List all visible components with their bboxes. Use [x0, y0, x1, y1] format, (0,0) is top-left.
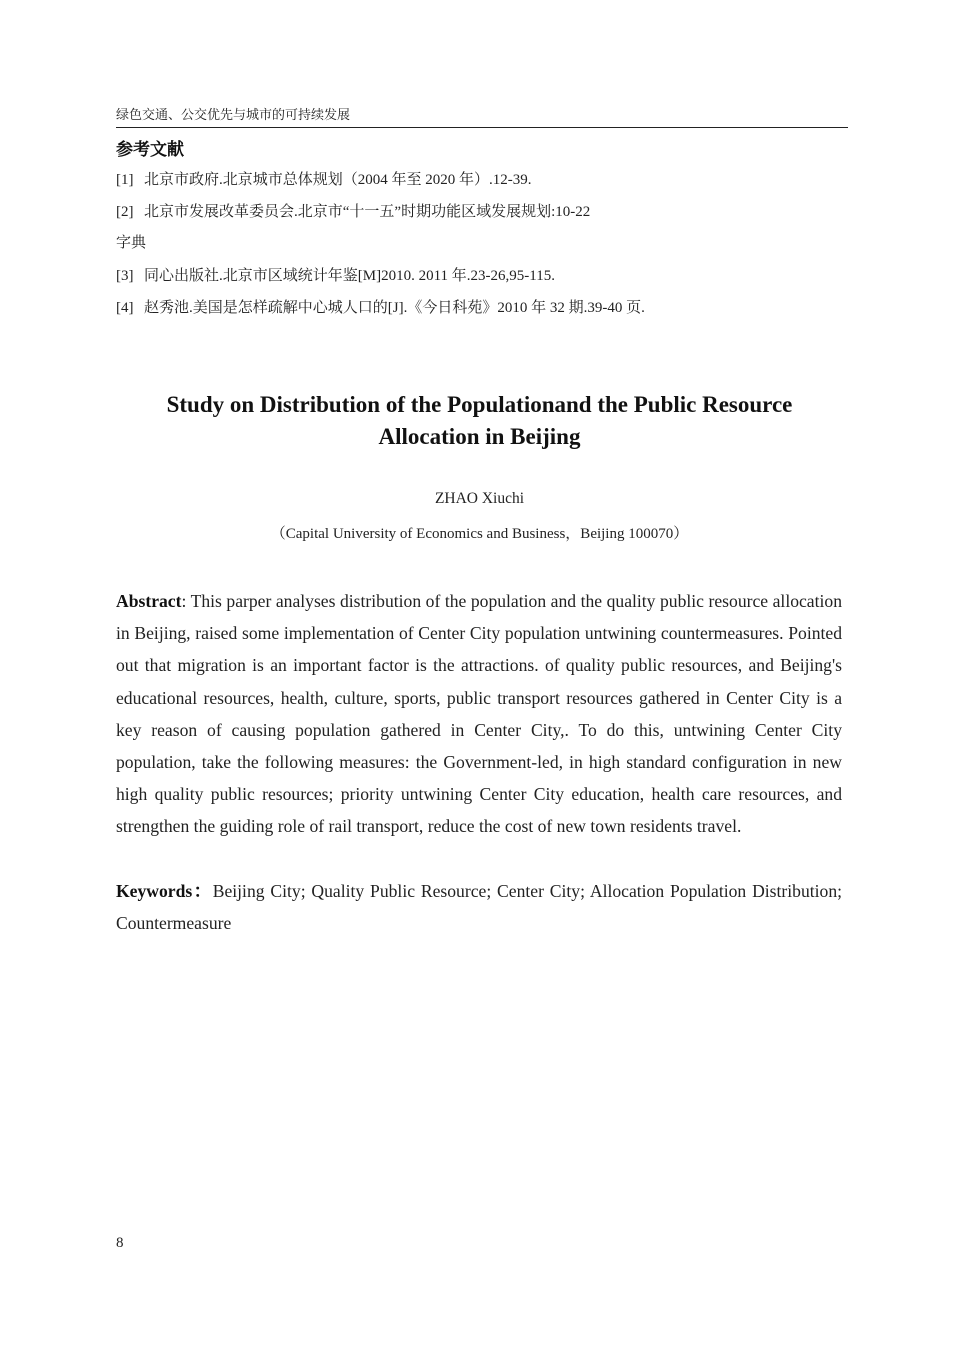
reference-number: [4]: [116, 300, 134, 316]
author-name: ZHAO Xiuchi: [434, 490, 525, 507]
reference-text: 同心出版社.北京市区域统计年鉴[M]2010. 2011 年.23-26,95-115.: [144, 268, 555, 284]
reference-text: 北京市发展改革委员会.北京市“十一五”时期功能区域发展规划:10-22: [144, 204, 591, 220]
paper-title: [80, 389, 879, 453]
page-number: 8: [116, 1235, 124, 1251]
reference-text: 赵秀池.美国是怎样疏解中心城人口的[J].《今日科苑》2010 年 32 期.39-40 页.: [144, 300, 645, 316]
abstract-label: Abstract: [116, 591, 182, 611]
author-affiliation: （Capital University of Economics and Business，Beijing 100070）: [270, 526, 689, 542]
paper-title-line-1: Study on Distribution of the Populationand the Public Resource: [166, 392, 793, 417]
abstract-text: : This parper analyses distribution of the population and the quality public resource allocation in Beijing, raised some implementation of Center City population untwining countermeasures. Pointed out that migration is an important factor is the attractions. of quality public resources, and Beijing's educational resources, health, culture, sports, public transport resources gathered in Center City is a key reason of causing population gathered in Center City,. To do this, untwining Center City population, take the following measures: the Government-led, in high standard configuration in new high quality public resources; priority untwining Center City education, health care resources, and strengthen the guiding role of rail transport, reduce the cost of new town residents travel.: [116, 591, 842, 837]
keywords-paragraph: [116, 875, 842, 939]
reference-item: [116, 296, 645, 317]
reference-item: [116, 168, 532, 189]
reference-text: 北京市政府.北京城市总体规划（2004 年至 2020 年）.12-39.: [144, 172, 532, 188]
reference-number: [3]: [116, 268, 134, 284]
abstract-paragraph: [116, 585, 842, 843]
reference-continuation: 字典: [116, 235, 147, 251]
running-header: [116, 104, 848, 128]
reference-number: [2]: [116, 204, 134, 220]
reference-item: [116, 264, 555, 285]
keywords-text: Beijing City; Quality Public Resource; Center City; Allocation Population Distribution; Countermeasure: [116, 881, 843, 934]
paper-title-line-2: Allocation in Beijing: [378, 424, 581, 449]
reference-number: [1]: [116, 172, 134, 188]
running-title: 绿色交通、公交优先与城市的可持续发展: [116, 108, 351, 123]
keywords-label: Keywords：: [116, 881, 213, 901]
reference-item: [116, 200, 590, 221]
references-heading: 参考文献: [116, 140, 184, 160]
